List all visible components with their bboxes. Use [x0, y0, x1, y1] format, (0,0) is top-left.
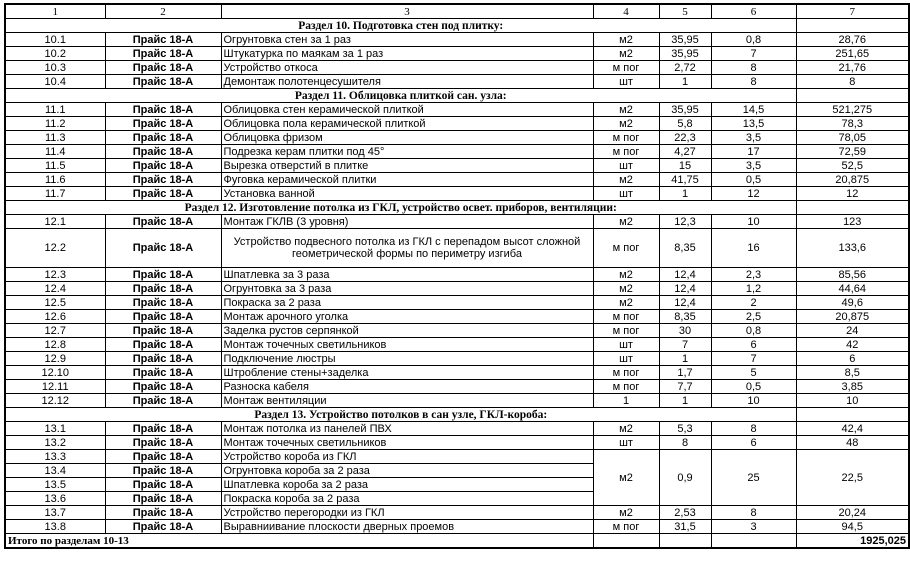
price-list-cell: Прайс 18-А: [105, 352, 221, 366]
work-description-cell: Облицовка стен керамической плиткой: [221, 103, 593, 117]
work-description-cell: Демонтаж полотенцесушителя: [221, 75, 593, 89]
estimate-row: [5, 75, 909, 89]
section-title-spacer-cell: [796, 408, 909, 422]
work-description-cell: Облицовка фризом: [221, 131, 593, 145]
unit-cell: м2: [593, 422, 659, 436]
estimate-row: [5, 61, 909, 75]
column-header-3: 3: [221, 4, 593, 19]
rate-cell: 3: [711, 520, 796, 534]
rate-cell: 0,5: [711, 173, 796, 187]
quantity-cell: 35,95: [659, 33, 711, 47]
rate-cell: 0,8: [711, 324, 796, 338]
work-description-cell: Разноска кабеля: [221, 380, 593, 394]
rate-cell: 17: [711, 145, 796, 159]
work-description-cell: Огрунтовка короба за 2 раза: [221, 464, 593, 478]
unit-cell: шт: [593, 75, 659, 89]
rate-cell: 13,5: [711, 117, 796, 131]
unit-cell: м пог: [593, 229, 659, 268]
price-list-cell: Прайс 18-А: [105, 131, 221, 145]
estimate-row: [5, 380, 909, 394]
rate-cell: 6: [711, 338, 796, 352]
estimate-row: [5, 324, 909, 338]
unit-cell: м пог: [593, 131, 659, 145]
totals-empty-unit-cell: [593, 534, 659, 549]
estimate-table: [4, 3, 910, 549]
price-list-cell: Прайс 18-А: [105, 338, 221, 352]
amount-cell: 42,4: [796, 422, 909, 436]
estimate-row: [5, 47, 909, 61]
estimate-row: [5, 187, 909, 201]
amount-cell: 20,24: [796, 506, 909, 520]
rate-cell: 7: [711, 352, 796, 366]
row-number-cell: 11.2: [5, 117, 105, 131]
price-list-cell: Прайс 18-А: [105, 380, 221, 394]
work-description-cell: Установка ванной: [221, 187, 593, 201]
rate-cell: 12: [711, 187, 796, 201]
work-description-cell: Огрунтовка за 3 раза: [221, 282, 593, 296]
work-description-cell: Штукатурка по маякам за 1 раз: [221, 47, 593, 61]
rate-cell: 6: [711, 436, 796, 450]
unit-cell: м2: [593, 103, 659, 117]
quantity-cell: 12,4: [659, 268, 711, 282]
price-list-cell: Прайс 18-А: [105, 310, 221, 324]
row-number-cell: 13.6: [5, 492, 105, 506]
row-number-cell: 12.12: [5, 394, 105, 408]
rate-cell: 8: [711, 61, 796, 75]
amount-cell: 6: [796, 352, 909, 366]
totals-empty-qty-cell: [659, 534, 711, 549]
price-list-cell: Прайс 18-А: [105, 33, 221, 47]
unit-cell: м2: [593, 268, 659, 282]
amount-cell: 21,76: [796, 61, 909, 75]
rate-cell: 16: [711, 229, 796, 268]
section-title-spacer-cell: [796, 89, 909, 103]
row-number-cell: 11.1: [5, 103, 105, 117]
estimate-row: [5, 436, 909, 450]
work-description-cell: Монтаж точечных светильников: [221, 436, 593, 450]
amount-cell: 78,05: [796, 131, 909, 145]
row-number-cell: 11.7: [5, 187, 105, 201]
section-header-row: [5, 408, 909, 422]
work-description-cell: Устройство откоса: [221, 61, 593, 75]
estimate-row: [5, 131, 909, 145]
price-list-cell: Прайс 18-А: [105, 450, 221, 464]
quantity-cell: 0,9: [659, 450, 711, 506]
rate-cell: 0,5: [711, 380, 796, 394]
rate-cell: 5: [711, 366, 796, 380]
row-number-cell: 12.11: [5, 380, 105, 394]
price-list-cell: Прайс 18-А: [105, 436, 221, 450]
work-description-cell: Покраска за 2 раза: [221, 296, 593, 310]
column-header-5: 5: [659, 4, 711, 19]
amount-cell: 133,6: [796, 229, 909, 268]
rate-cell: 7: [711, 47, 796, 61]
price-list-cell: Прайс 18-А: [105, 145, 221, 159]
amount-cell: 42: [796, 338, 909, 352]
column-header-1: 1: [5, 4, 105, 19]
amount-cell: 10: [796, 394, 909, 408]
section-header-row: [5, 201, 909, 215]
row-number-cell: 10.1: [5, 33, 105, 47]
row-number-cell: 12.2: [5, 229, 105, 268]
section-title-spacer-cell: [796, 19, 909, 33]
estimate-row: [5, 173, 909, 187]
row-number-cell: 12.5: [5, 296, 105, 310]
price-list-cell: Прайс 18-А: [105, 229, 221, 268]
price-list-cell: Прайс 18-А: [105, 61, 221, 75]
amount-cell: 3,85: [796, 380, 909, 394]
quantity-cell: 12,4: [659, 296, 711, 310]
row-number-cell: 11.4: [5, 145, 105, 159]
row-number-cell: 13.2: [5, 436, 105, 450]
unit-cell: шт: [593, 338, 659, 352]
estimate-row: [5, 506, 909, 520]
row-number-cell: 12.8: [5, 338, 105, 352]
work-description-cell: Подрезка керам плитки под 45°: [221, 145, 593, 159]
quantity-cell: 1: [659, 394, 711, 408]
quantity-cell: 12,4: [659, 282, 711, 296]
rate-cell: 10: [711, 215, 796, 229]
column-header-7: 7: [796, 4, 909, 19]
rate-cell: 8: [711, 75, 796, 89]
work-description-cell: Штробление стены+заделка: [221, 366, 593, 380]
grand-total-cell: 1925,025: [796, 534, 909, 549]
rate-cell: 2,5: [711, 310, 796, 324]
totals-row: [5, 534, 909, 549]
unit-cell: м пог: [593, 310, 659, 324]
row-number-cell: 13.1: [5, 422, 105, 436]
section-title: Раздел 12. Изготовление потолка из ГКЛ, устройство освет. приборов, вентиляции:: [5, 201, 796, 215]
totals-empty-rate-cell: [711, 534, 796, 549]
column-header-2: 2: [105, 4, 221, 19]
row-number-cell: 10.4: [5, 75, 105, 89]
work-description-cell: Монтаж ГКЛВ (3 уровня): [221, 215, 593, 229]
rate-cell: 25: [711, 450, 796, 506]
price-list-cell: Прайс 18-А: [105, 506, 221, 520]
rate-cell: 3,5: [711, 131, 796, 145]
quantity-cell: 8,35: [659, 229, 711, 268]
estimate-row: [5, 310, 909, 324]
price-list-cell: Прайс 18-А: [105, 117, 221, 131]
quantity-cell: 1: [659, 187, 711, 201]
amount-cell: 521,275: [796, 103, 909, 117]
estimate-row: [5, 159, 909, 173]
table-header: [5, 4, 909, 19]
quantity-cell: 12,3: [659, 215, 711, 229]
work-description-cell: Устройство короба из ГКЛ: [221, 450, 593, 464]
estimate-row: [5, 33, 909, 47]
price-list-cell: Прайс 18-А: [105, 282, 221, 296]
quantity-cell: 1: [659, 75, 711, 89]
amount-cell: 48: [796, 436, 909, 450]
quantity-cell: 2,53: [659, 506, 711, 520]
price-list-cell: Прайс 18-А: [105, 492, 221, 506]
row-number-cell: 13.7: [5, 506, 105, 520]
work-description-cell: Облицовка пола керамической плиткой: [221, 117, 593, 131]
price-list-cell: Прайс 18-А: [105, 478, 221, 492]
work-description-cell: Монтаж точечных светильников: [221, 338, 593, 352]
amount-cell: 28,76: [796, 33, 909, 47]
amount-cell: 20,875: [796, 310, 909, 324]
estimate-row: [5, 117, 909, 131]
rate-cell: 2: [711, 296, 796, 310]
section-title: Раздел 13. Устройство потолков в сан узле, ГКЛ-короба:: [5, 408, 796, 422]
quantity-cell: 41,75: [659, 173, 711, 187]
rate-cell: 0,8: [711, 33, 796, 47]
column-header-row: [5, 4, 909, 19]
row-number-cell: 13.4: [5, 464, 105, 478]
quantity-cell: 31,5: [659, 520, 711, 534]
estimate-row: [5, 520, 909, 534]
quantity-cell: 1,7: [659, 366, 711, 380]
work-description-cell: Монтаж потолка из панелей ПВХ: [221, 422, 593, 436]
work-description-cell: Покраска короба за 2 раза: [221, 492, 593, 506]
column-header-4: 4: [593, 4, 659, 19]
price-list-cell: Прайс 18-А: [105, 187, 221, 201]
rate-cell: 14,5: [711, 103, 796, 117]
quantity-cell: 4,27: [659, 145, 711, 159]
amount-cell: 24: [796, 324, 909, 338]
work-description-cell: Шпатлевка короба за 2 раза: [221, 478, 593, 492]
unit-cell: м2: [593, 296, 659, 310]
amount-cell: 12: [796, 187, 909, 201]
section-header-row: [5, 19, 909, 33]
work-description-cell: Устройство подвесного потолка из ГКЛ с перепадом высот сложной геометрической формы по периметру изгиба: [221, 229, 593, 268]
totals-label-cell: Итого по разделам 10-13: [5, 534, 593, 549]
quantity-cell: 1: [659, 352, 711, 366]
price-list-cell: Прайс 18-А: [105, 103, 221, 117]
estimate-row: [5, 366, 909, 380]
quantity-cell: 15: [659, 159, 711, 173]
row-number-cell: 11.3: [5, 131, 105, 145]
price-list-cell: Прайс 18-А: [105, 324, 221, 338]
work-description-cell: Устройство перегородки из ГКЛ: [221, 506, 593, 520]
work-description-cell: Огрунтовка стен за 1 раз: [221, 33, 593, 47]
row-number-cell: 12.10: [5, 366, 105, 380]
quantity-cell: 22,3: [659, 131, 711, 145]
rate-cell: 2,3: [711, 268, 796, 282]
quantity-cell: 30: [659, 324, 711, 338]
unit-cell: м пог: [593, 324, 659, 338]
row-number-cell: 12.6: [5, 310, 105, 324]
price-list-cell: Прайс 18-А: [105, 47, 221, 61]
price-list-cell: Прайс 18-А: [105, 366, 221, 380]
estimate-table-body: [5, 19, 909, 549]
unit-cell: шт: [593, 187, 659, 201]
amount-cell: 85,56: [796, 268, 909, 282]
unit-cell: м2: [593, 506, 659, 520]
estimate-row: [5, 296, 909, 310]
unit-cell: м пог: [593, 520, 659, 534]
price-list-cell: Прайс 18-А: [105, 464, 221, 478]
amount-cell: 94,5: [796, 520, 909, 534]
amount-cell: 52,5: [796, 159, 909, 173]
work-description-cell: Шпатлевка за 3 раза: [221, 268, 593, 282]
estimate-row: [5, 215, 909, 229]
section-title-spacer-cell: [796, 201, 909, 215]
price-list-cell: Прайс 18-А: [105, 159, 221, 173]
quantity-cell: 35,95: [659, 103, 711, 117]
unit-cell: м пог: [593, 380, 659, 394]
work-description-cell: Монтаж арочного уголка: [221, 310, 593, 324]
unit-cell: м2: [593, 33, 659, 47]
column-header-6: 6: [711, 4, 796, 19]
row-number-cell: 13.3: [5, 450, 105, 464]
unit-cell: м пог: [593, 61, 659, 75]
row-number-cell: 11.6: [5, 173, 105, 187]
price-list-cell: Прайс 18-А: [105, 520, 221, 534]
work-description-cell: Фуговка керамической плитки: [221, 173, 593, 187]
work-description-cell: Вырезка отверстий в плитке: [221, 159, 593, 173]
row-number-cell: 13.5: [5, 478, 105, 492]
unit-cell: м пог: [593, 366, 659, 380]
price-list-cell: Прайс 18-А: [105, 394, 221, 408]
quantity-cell: 2,72: [659, 61, 711, 75]
price-list-cell: Прайс 18-А: [105, 296, 221, 310]
amount-cell: 123: [796, 215, 909, 229]
rate-cell: 10: [711, 394, 796, 408]
estimate-row: [5, 145, 909, 159]
unit-cell: м2: [593, 282, 659, 296]
unit-cell: м2: [593, 47, 659, 61]
unit-cell: м2: [593, 450, 659, 506]
estimate-row: [5, 229, 909, 268]
estimate-row: [5, 450, 909, 464]
quantity-cell: 35,95: [659, 47, 711, 61]
price-list-cell: Прайс 18-А: [105, 75, 221, 89]
price-list-cell: Прайс 18-А: [105, 268, 221, 282]
unit-cell: 1: [593, 394, 659, 408]
unit-cell: шт: [593, 436, 659, 450]
quantity-cell: 7: [659, 338, 711, 352]
unit-cell: м2: [593, 215, 659, 229]
row-number-cell: 12.4: [5, 282, 105, 296]
amount-cell: 8: [796, 75, 909, 89]
rate-cell: 1,2: [711, 282, 796, 296]
amount-cell: 49,6: [796, 296, 909, 310]
estimate-row: [5, 338, 909, 352]
work-description-cell: Выравниивание плоскости дверных проемов: [221, 520, 593, 534]
estimate-row: [5, 394, 909, 408]
row-number-cell: 10.3: [5, 61, 105, 75]
amount-cell: 8,5: [796, 366, 909, 380]
row-number-cell: 11.5: [5, 159, 105, 173]
row-number-cell: 12.9: [5, 352, 105, 366]
rate-cell: 8: [711, 422, 796, 436]
section-header-row: [5, 89, 909, 103]
price-list-cell: Прайс 18-А: [105, 215, 221, 229]
row-number-cell: 12.1: [5, 215, 105, 229]
quantity-cell: 8: [659, 436, 711, 450]
amount-cell: 72,59: [796, 145, 909, 159]
quantity-cell: 8,35: [659, 310, 711, 324]
rate-cell: 3,5: [711, 159, 796, 173]
unit-cell: м2: [593, 117, 659, 131]
amount-cell: 251,65: [796, 47, 909, 61]
row-number-cell: 10.2: [5, 47, 105, 61]
row-number-cell: 12.7: [5, 324, 105, 338]
estimate-row: [5, 352, 909, 366]
unit-cell: м2: [593, 173, 659, 187]
estimate-row: [5, 103, 909, 117]
row-number-cell: 12.3: [5, 268, 105, 282]
price-list-cell: Прайс 18-А: [105, 173, 221, 187]
amount-cell: 78,3: [796, 117, 909, 131]
estimate-row: [5, 282, 909, 296]
rate-cell: 8: [711, 506, 796, 520]
amount-cell: 44,64: [796, 282, 909, 296]
amount-cell: 20,875: [796, 173, 909, 187]
section-title: Раздел 10. Подготовка стен под плитку:: [5, 19, 796, 33]
amount-cell: 22,5: [796, 450, 909, 506]
unit-cell: м пог: [593, 145, 659, 159]
price-list-cell: Прайс 18-А: [105, 422, 221, 436]
quantity-cell: 7,7: [659, 380, 711, 394]
quantity-cell: 5,3: [659, 422, 711, 436]
unit-cell: шт: [593, 159, 659, 173]
section-title: Раздел 11. Облицовка плиткой сан. узла:: [5, 89, 796, 103]
estimate-row: [5, 422, 909, 436]
work-description-cell: Монтаж вентиляции: [221, 394, 593, 408]
estimate-row: [5, 268, 909, 282]
work-description-cell: Заделка рустов серпянкой: [221, 324, 593, 338]
quantity-cell: 5,8: [659, 117, 711, 131]
row-number-cell: 13.8: [5, 520, 105, 534]
unit-cell: шт: [593, 352, 659, 366]
work-description-cell: Подключение люстры: [221, 352, 593, 366]
